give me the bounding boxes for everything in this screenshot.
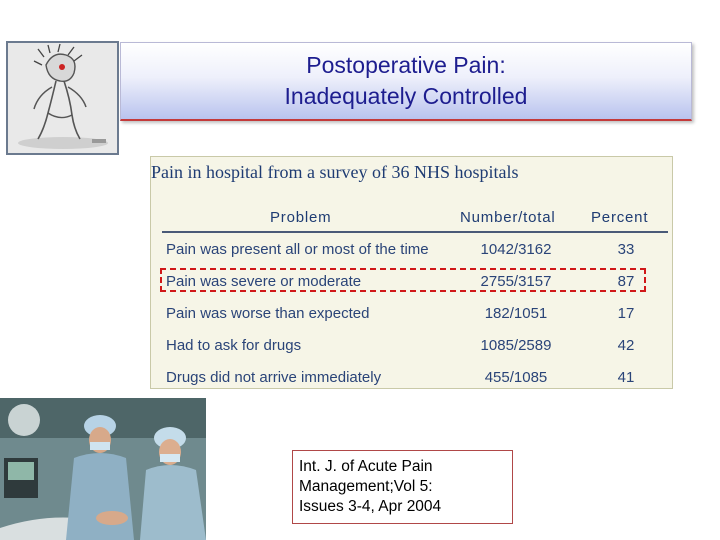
surgical-team-photo	[0, 398, 206, 540]
cell-problem: Drugs did not arrive immediately	[166, 369, 382, 386]
slide-title-line-2: Inadequately Controlled	[284, 83, 528, 109]
cell-percent: 41	[617, 369, 635, 386]
cell-percent: 17	[617, 305, 635, 322]
table-header-rule	[162, 231, 668, 233]
highlight-box	[160, 268, 646, 292]
header-problem: Problem	[270, 209, 332, 226]
header-percent: Percent	[591, 209, 649, 226]
cell-number-total: 455/1085	[484, 369, 548, 386]
pain-figure-illustration	[6, 41, 119, 155]
citation-line-2: Management;Vol 5:	[299, 478, 433, 495]
table-caption: Pain in hospital from a survey of 36 NHS hospitals	[151, 162, 519, 182]
citation-line-1: Int. J. of Acute Pain	[299, 458, 433, 475]
cell-percent: 42	[617, 337, 635, 354]
cell-problem: Pain was worse than expected	[166, 305, 370, 322]
cell-number-total: 1042/3162	[480, 241, 552, 258]
title-box	[120, 42, 692, 121]
cell-problem: Had to ask for drugs	[166, 337, 302, 354]
cell-percent: 33	[617, 241, 635, 258]
citation-line-3: Issues 3-4, Apr 2004	[299, 498, 442, 515]
citation-box	[292, 450, 513, 524]
cell-number-total: 182/1051	[484, 305, 548, 322]
cell-number-total: 2755/3157	[480, 273, 552, 290]
header-number-total: Number/total	[460, 209, 556, 226]
cell-percent: 87	[617, 273, 635, 290]
slide-title	[121, 50, 691, 112]
cell-problem: Pain was severe or moderate	[166, 273, 362, 290]
cell-number-total: 1085/2589	[480, 337, 552, 354]
cell-problem: Pain was present all or most of the time	[166, 241, 429, 258]
slide-title-line-1: Postoperative Pain:	[306, 52, 506, 78]
